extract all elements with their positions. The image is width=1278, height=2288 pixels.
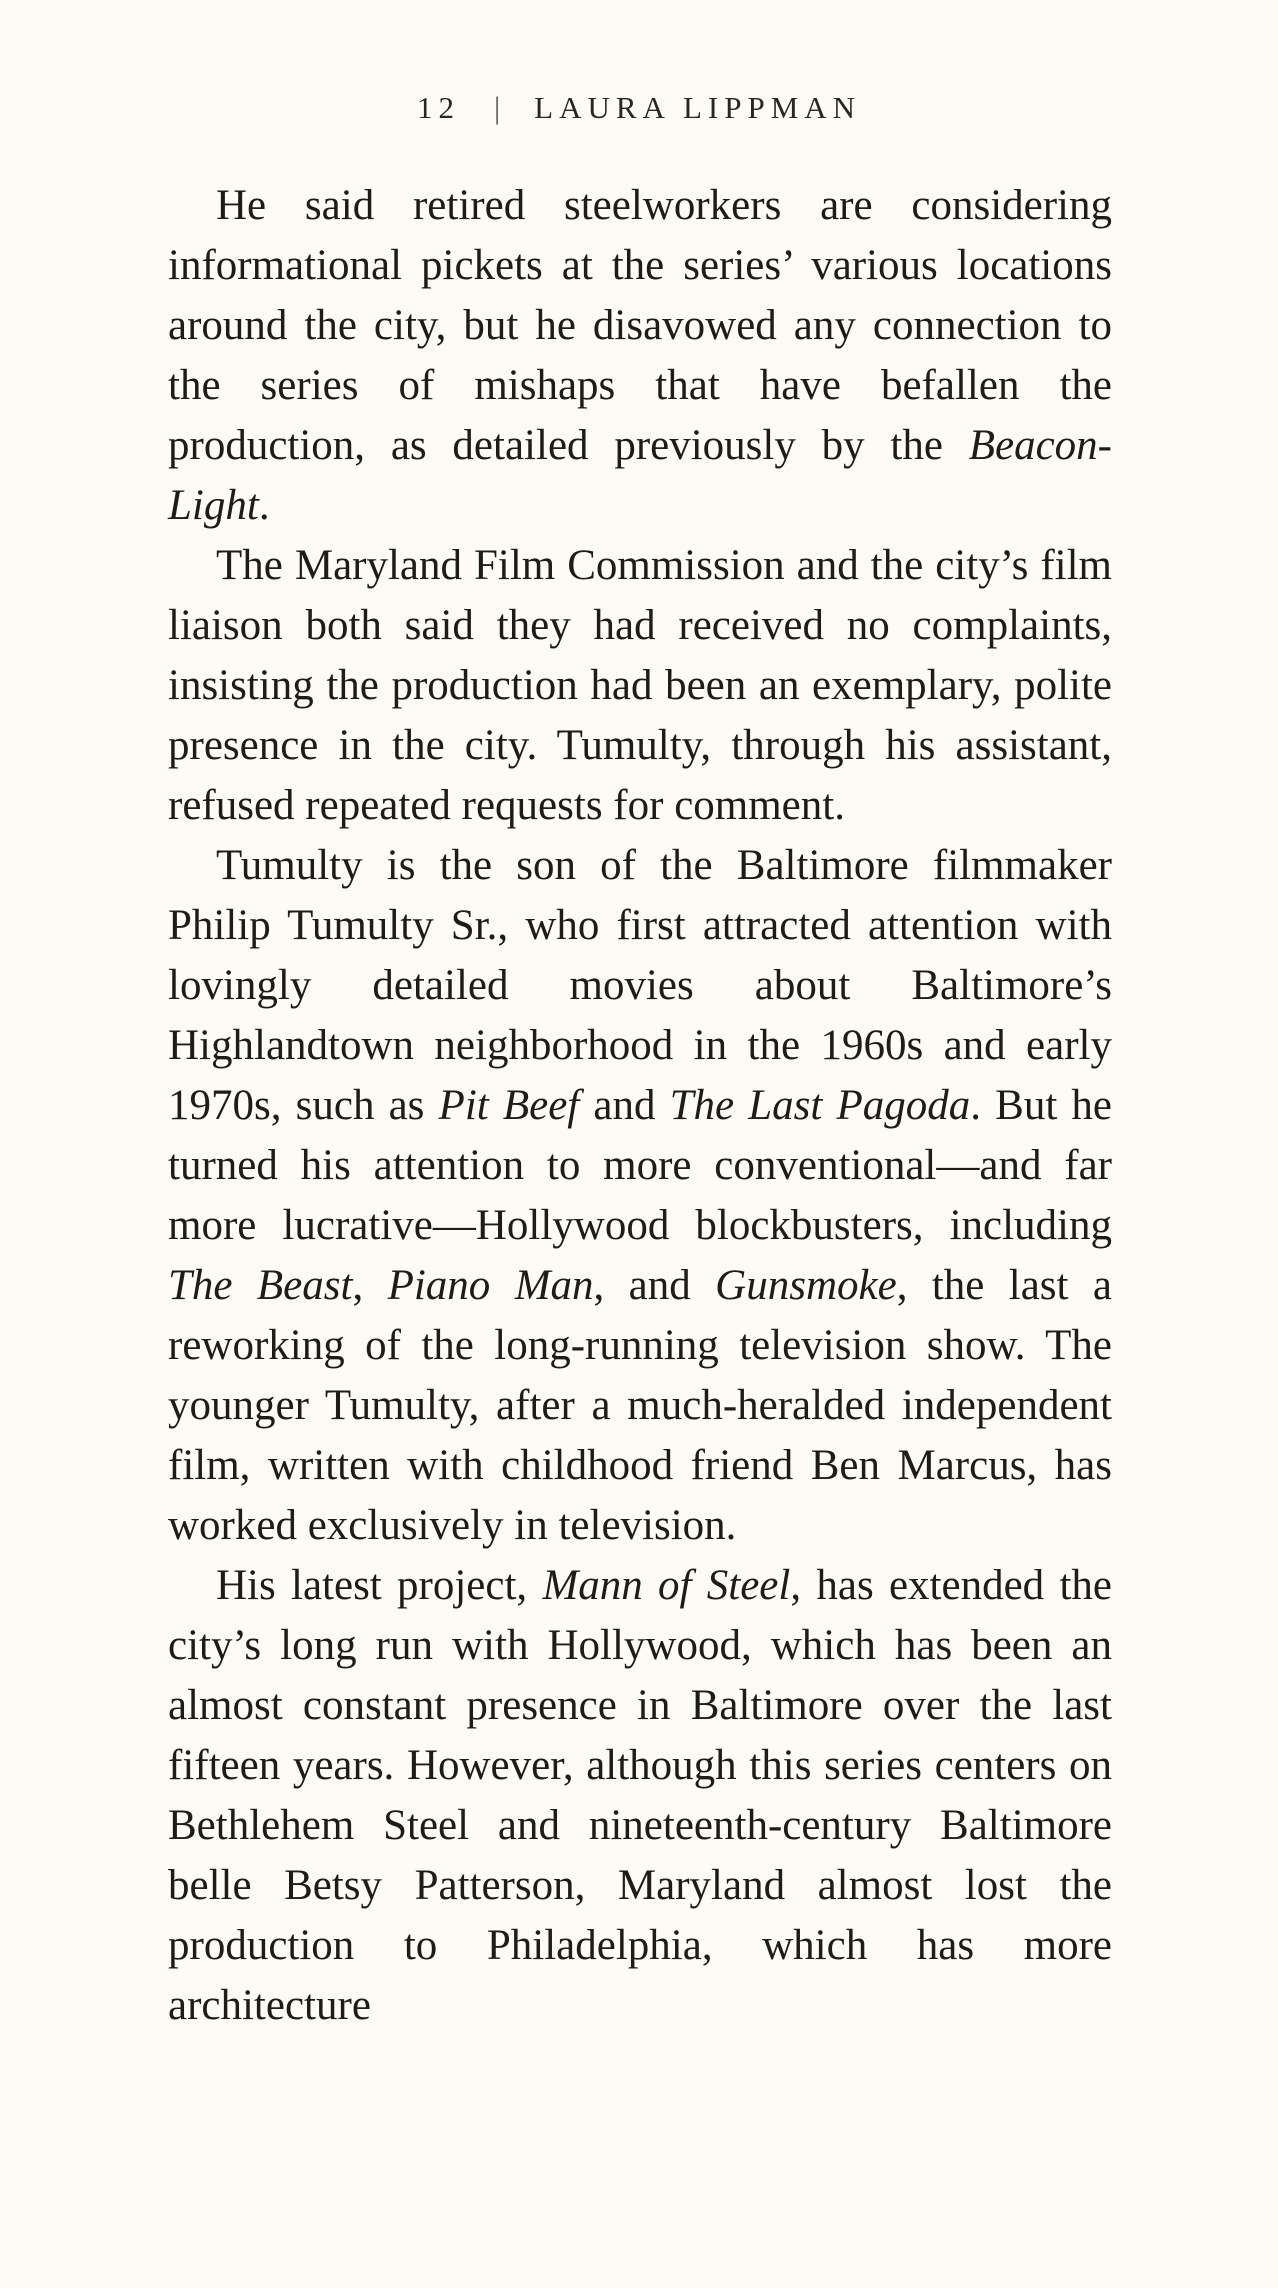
series-title: Mann of Steel: [542, 1562, 791, 1609]
paragraph-3-text: , the last a reworking of the long-running television show. The younger Tumulty, after a much-heralded independent film, written with childhood friend Ben Marcus, has worked exclusively in television.: [168, 1262, 1112, 1549]
paragraph-3-text: ,: [352, 1262, 388, 1309]
film-title: Gunsmoke: [715, 1262, 897, 1309]
paragraph-4-text: , has extended the city’s long run with Hollywood, which has been an almost constant presence in Baltimore over the last fifteen years. However, although this series centers on Bethlehem Steel and nineteenth-century Baltimore belle Betsy Patterson, Maryland almost lost the production to Philadelphia, which has more architecture: [168, 1562, 1112, 2029]
header-separator: |: [493, 90, 501, 125]
running-head: [0, 90, 1278, 126]
paragraph-4: [168, 1556, 1112, 2036]
film-title: The Last Pagoda: [669, 1082, 971, 1129]
body-text: [168, 176, 1112, 2036]
paragraph-1-text-end: .: [258, 482, 270, 529]
author-name: LAURA LIPPMAN: [534, 90, 862, 125]
paragraph-4-text: His latest project,: [216, 1562, 543, 1609]
publication-title: Beacon-Light: [168, 422, 1112, 529]
paragraph-1-text: He said retired steelworkers are considering informational pickets at the series’ various locations around the city, but he disavowed any connection to the series of mishaps that have befallen the production, as detailed previously by the: [168, 182, 1112, 469]
paragraph-3-text: Tumulty is the son of the Baltimore filmmaker Philip Tumulty Sr., who first attracted attention with lovingly detailed movies about Baltimore’s Highlandtown neighborhood in the 1960s and early 1970s, such as: [168, 842, 1112, 1129]
film-title: Piano Man: [387, 1262, 594, 1309]
film-title: The Beast: [168, 1262, 353, 1309]
paragraph-2-text: The Maryland Film Commission and the city’s film liaison both said they had received no complaints, insisting the production had been an exemplary, polite presence in the city. Tumulty, through his assistant, refused repeated requests for comment.: [168, 542, 1112, 829]
paragraph-3-text: , and: [593, 1262, 716, 1309]
paragraph-3-text: and: [579, 1082, 670, 1129]
page-number: 12: [416, 90, 460, 125]
paragraph-2: [168, 536, 1112, 836]
film-title: Pit Beef: [438, 1082, 580, 1129]
paragraph-1: [168, 176, 1112, 536]
paragraph-3: [168, 836, 1112, 1556]
paragraph-3-text: . But he turned his attention to more conventional—and far more lucrative—Hollywood blockbusters, including: [168, 1082, 1112, 1249]
